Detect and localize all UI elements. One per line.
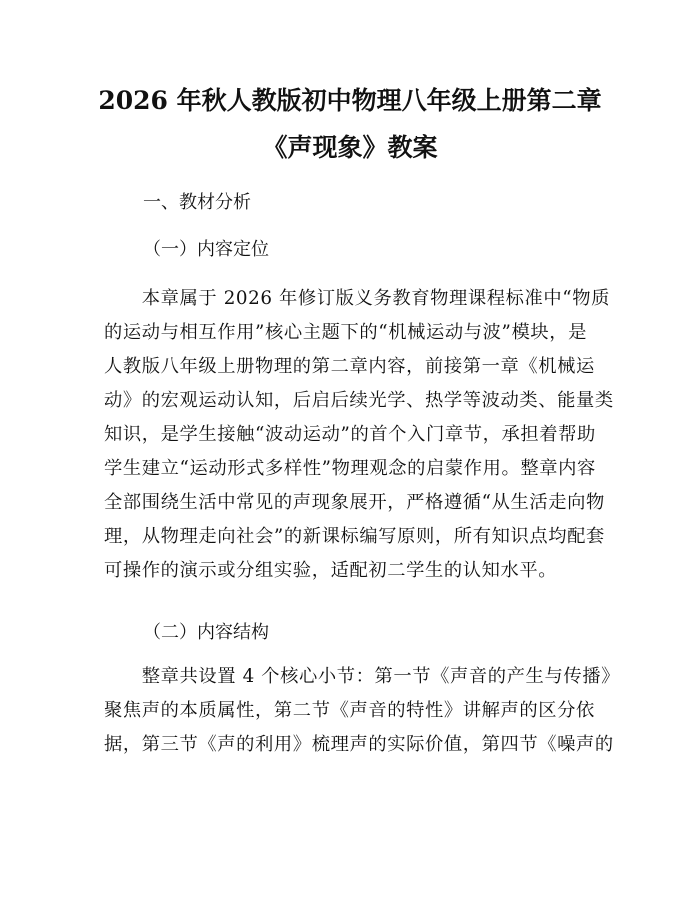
document-title-line-2: 《声现象》教案	[262, 133, 438, 162]
paragraph-content-positioning	[104, 282, 614, 588]
subsection-heading-content-positioning: （一）内容定位	[143, 239, 269, 260]
paragraph-line: 学生建立“运动形式多样性”物理观念的启蒙作用。整章内容	[104, 458, 596, 479]
paragraph-line: 人教版八年级上册物理的第二章内容，前接第一章《机械运	[104, 356, 595, 377]
paragraph-line: 的运动与相互作用”核心主题下的“机械运动与波”模块，是	[104, 322, 587, 343]
paragraph-line: 聚焦声的本质属性，第二节《声音的特性》讲解声的区分依	[104, 700, 595, 721]
paragraph-line: 全部围绕生活中常见的声现象展开，严格遵循“从生活走向物	[104, 492, 605, 513]
paragraph-line: 理，从物理走向社会”的新课标编写原则，所有知识点均配套	[104, 526, 605, 547]
paragraph-line: 据，第三节《声的利用》梳理声的实际价值，第四节《噪声的	[104, 734, 614, 755]
paragraph-content-structure	[104, 660, 620, 762]
paragraph-line: 动》的宏观运动认知，后启后续光学、热学等波动类、能量类	[104, 390, 614, 411]
subsection-heading-content-structure: （二）内容结构	[143, 622, 269, 643]
paragraph-line: 可操作的演示或分组实验，适配初二学生的认知水平。	[104, 560, 558, 581]
paragraph-line: 知识，是学生接触“波动运动”的首个入门章节，承担着帮助	[104, 424, 596, 445]
paragraph-line: 本章属于 2026 年修订版义务教育物理课程标准中“物质	[104, 288, 610, 309]
document-title-line-1: 2026 年秋人教版初中物理八年级上册第二章	[98, 86, 602, 115]
paragraph-line: 整章共设置 4 个核心小节：第一节《声音的产生与传播》	[104, 666, 620, 687]
section-heading-teaching-material-analysis: 一、教材分析	[143, 192, 251, 213]
